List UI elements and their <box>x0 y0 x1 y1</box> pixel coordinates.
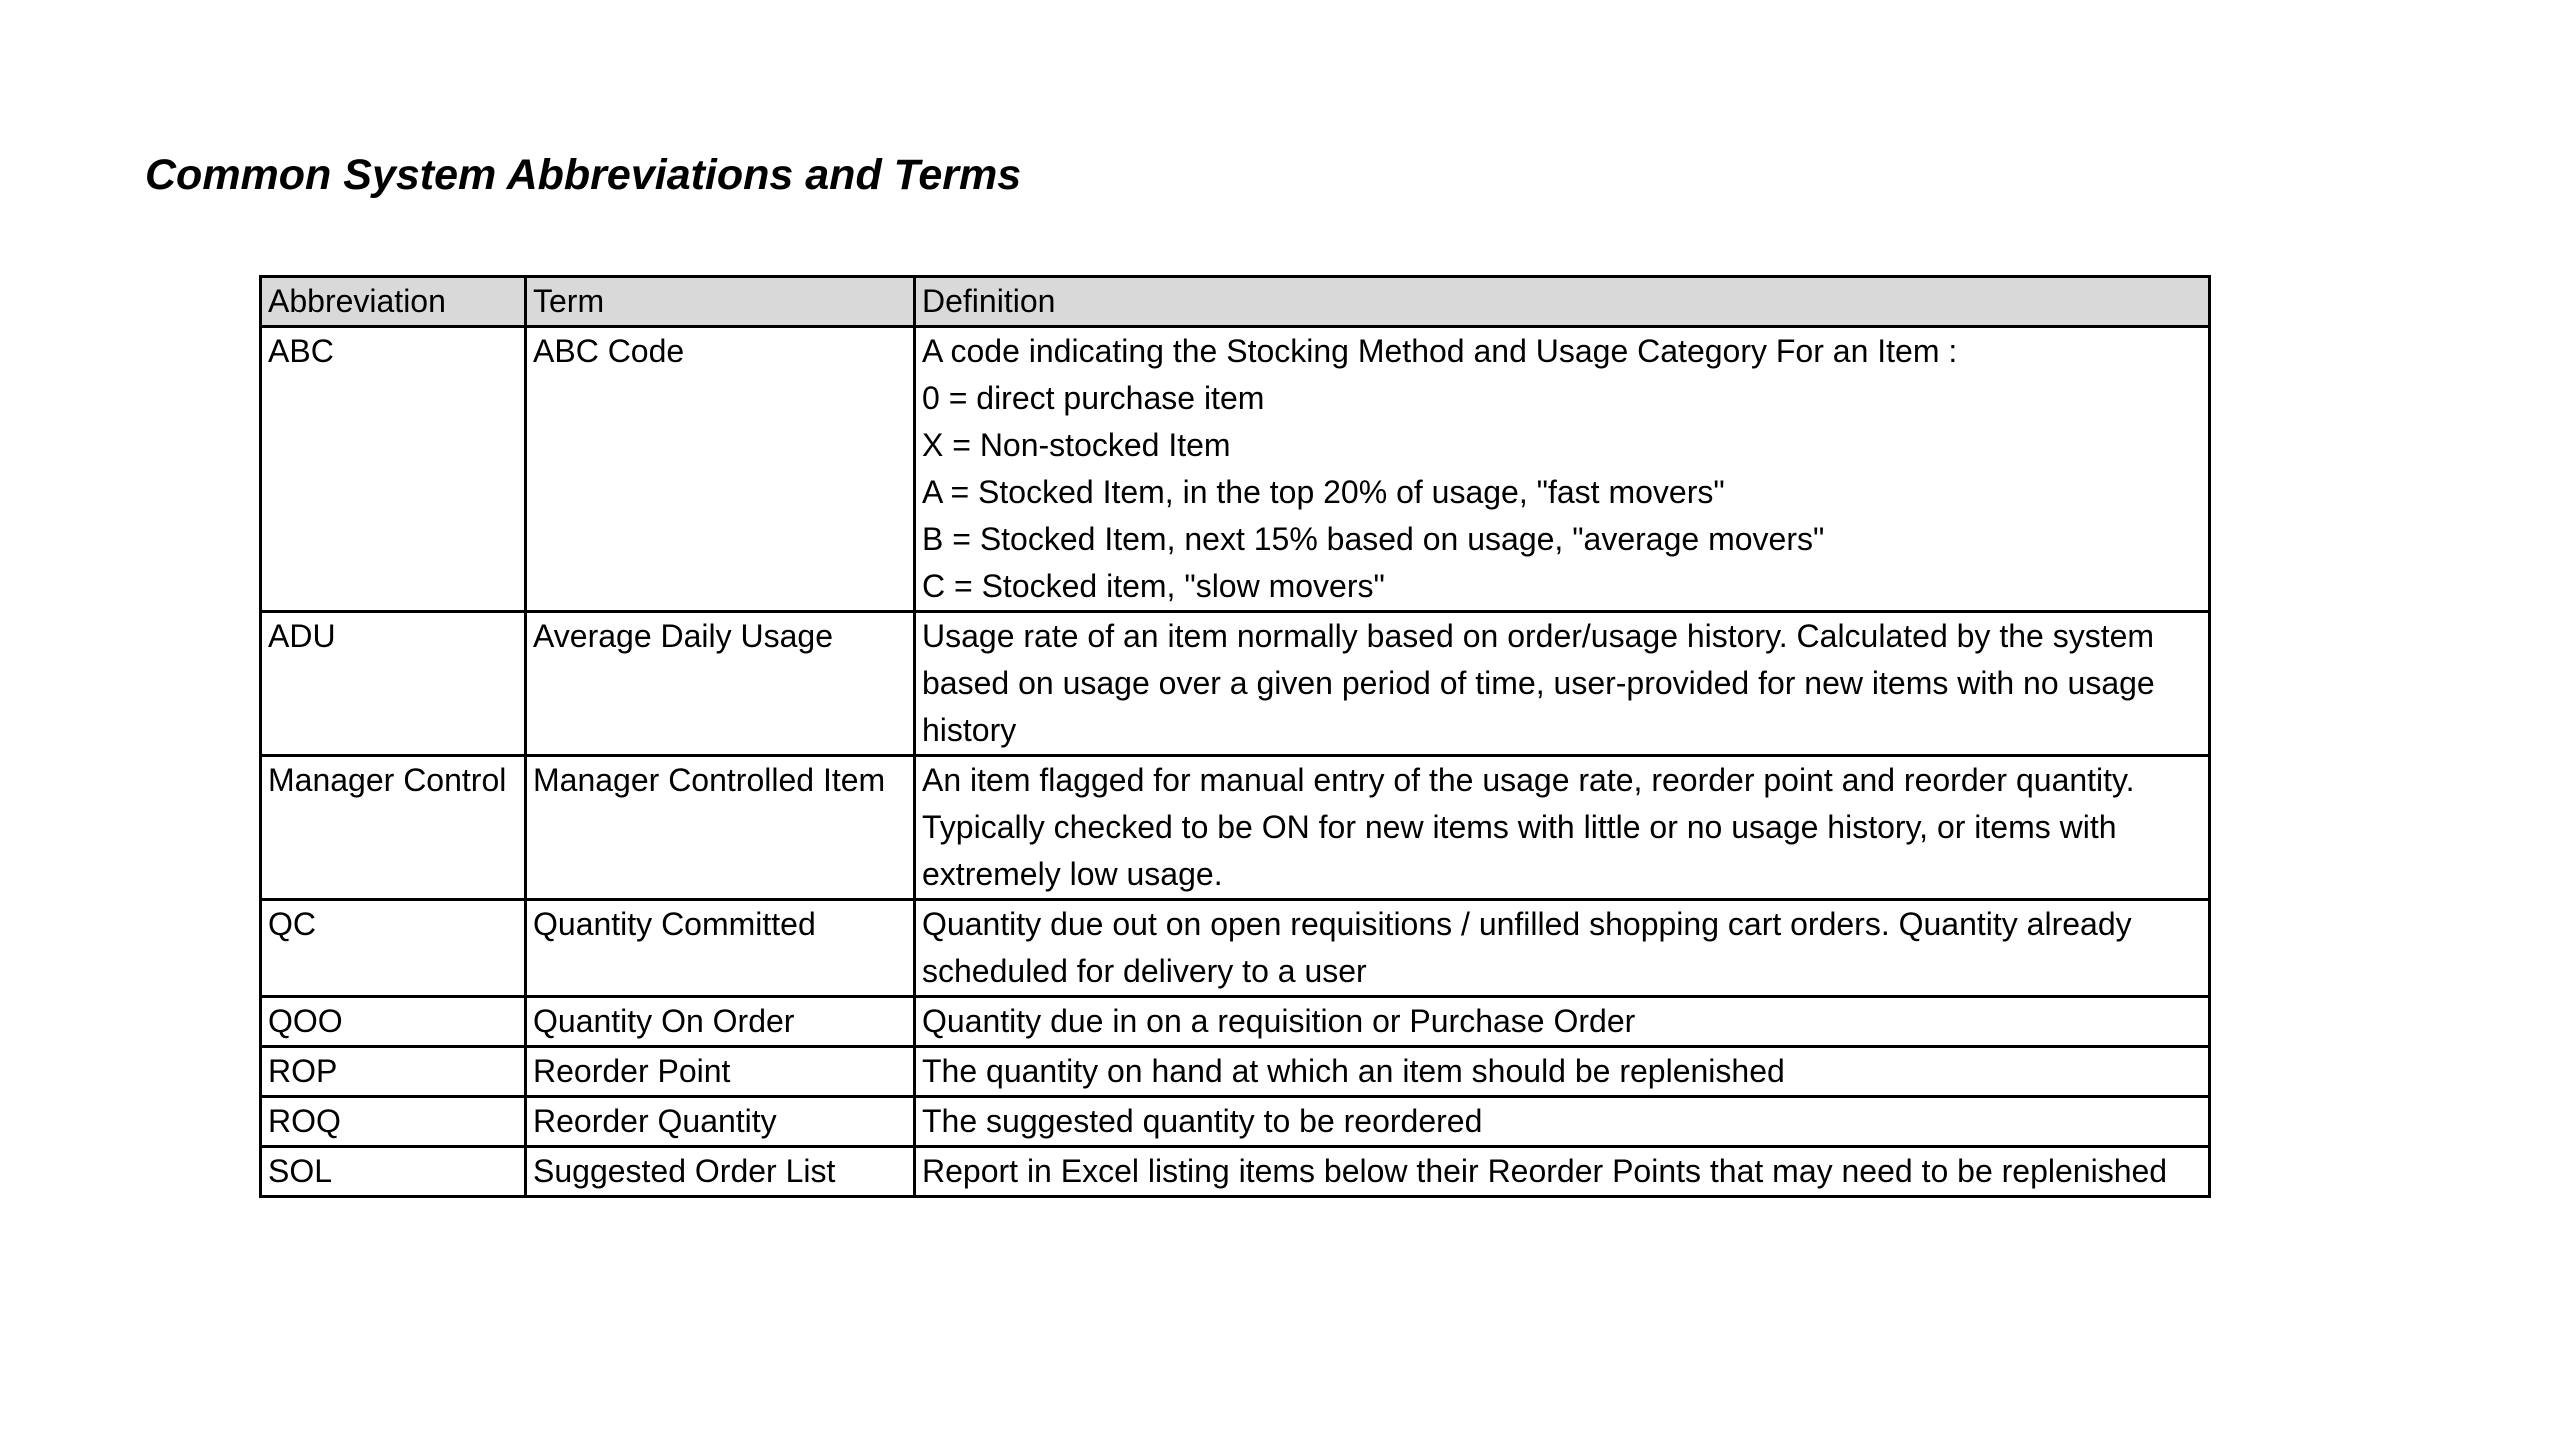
header-abbreviation: Abbreviation <box>261 277 526 327</box>
cell-definition <box>915 327 2210 612</box>
cell-abbreviation: ABC <box>261 327 526 612</box>
cell-term: Quantity Committed <box>526 900 915 997</box>
definition-line: C = Stocked item, "slow movers" <box>922 568 1385 604</box>
header-row <box>261 277 2210 327</box>
table-row <box>261 1097 2210 1147</box>
definition-line: A = Stocked Item, in the top 20% of usage, "fast movers" <box>922 474 1725 510</box>
table-body <box>261 327 2210 1197</box>
cell-abbreviation: QC <box>261 900 526 997</box>
cell-abbreviation: QOO <box>261 997 526 1047</box>
definition-line: The quantity on hand at which an item should be replenished <box>922 1053 1785 1089</box>
cell-term: Quantity On Order <box>526 997 915 1047</box>
cell-definition <box>915 1047 2210 1097</box>
table-row <box>261 327 2210 612</box>
definition-line: B = Stocked Item, next 15% based on usage, "average movers" <box>922 521 1825 557</box>
cell-definition <box>915 1147 2210 1197</box>
cell-term: Manager Controlled Item <box>526 756 915 900</box>
definition-line: Report in Excel listing items below their Reorder Points that may need to be replenished <box>922 1153 2168 1189</box>
cell-abbreviation: ROP <box>261 1047 526 1097</box>
cell-term: Reorder Point <box>526 1047 915 1097</box>
cell-term: ABC Code <box>526 327 915 612</box>
header-definition: Definition <box>915 277 2210 327</box>
table-row <box>261 612 2210 756</box>
cell-definition <box>915 997 2210 1047</box>
cell-abbreviation: ADU <box>261 612 526 756</box>
cell-definition <box>915 612 2210 756</box>
definition-line: An item flagged for manual entry of the usage rate, reorder point and reorder quantity. <box>922 762 2135 798</box>
cell-term: Average Daily Usage <box>526 612 915 756</box>
table-row <box>261 997 2210 1047</box>
definition-line: Quantity due in on a requisition or Purchase Order <box>922 1003 1636 1039</box>
table-row <box>261 1047 2210 1097</box>
cell-abbreviation: SOL <box>261 1147 526 1197</box>
table-row <box>261 756 2210 900</box>
definition-line: history <box>922 712 1017 748</box>
definition-line: scheduled for delivery to a user <box>922 953 1367 989</box>
cell-term: Reorder Quantity <box>526 1097 915 1147</box>
definition-line: extremely low usage. <box>922 856 1223 892</box>
definition-line: X = Non-stocked Item <box>922 427 1231 463</box>
cell-definition <box>915 1097 2210 1147</box>
definition-line: The suggested quantity to be reordered <box>922 1103 1483 1139</box>
cell-abbreviation: ROQ <box>261 1097 526 1147</box>
table-header <box>261 277 2210 327</box>
definition-line: Typically checked to be ON for new items with little or no usage history, or items with <box>922 809 2117 845</box>
abbreviations-table <box>259 275 2211 1198</box>
cell-term: Suggested Order List <box>526 1147 915 1197</box>
cell-definition <box>915 756 2210 900</box>
table-row <box>261 1147 2210 1197</box>
definition-line: based on usage over a given period of time, user-provided for new items with no usage <box>922 665 2155 701</box>
table-row <box>261 900 2210 997</box>
header-term: Term <box>526 277 915 327</box>
cell-definition <box>915 900 2210 997</box>
definition-line: Quantity due out on open requisitions / unfilled shopping cart orders. Quantity already <box>922 906 2132 942</box>
cell-abbreviation: Manager Control <box>261 756 526 900</box>
definition-line: Usage rate of an item normally based on order/usage history. Calculated by the system <box>922 618 2155 654</box>
definition-line: A code indicating the Stocking Method and Usage Category For an Item : <box>922 333 1958 369</box>
definition-line: 0 = direct purchase item <box>922 380 1265 416</box>
page-title: Common System Abbreviations and Terms <box>145 151 1022 199</box>
